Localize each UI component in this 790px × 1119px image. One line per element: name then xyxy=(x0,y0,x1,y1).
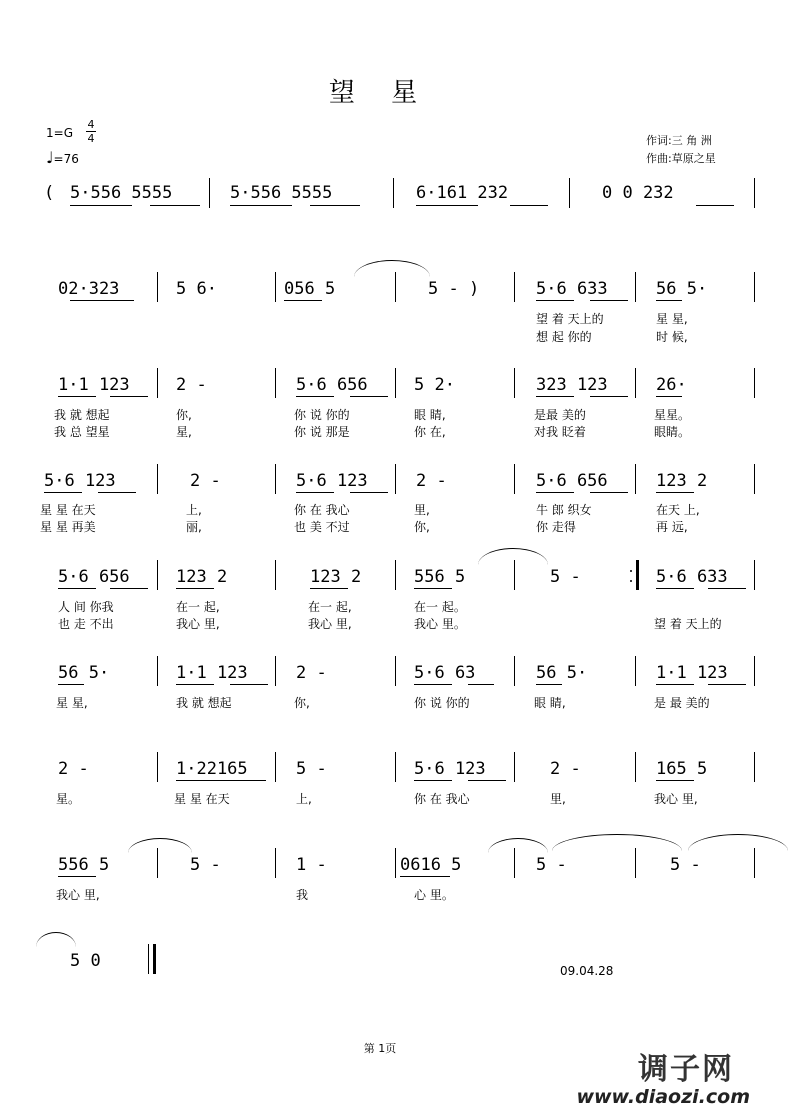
beam xyxy=(536,492,574,493)
beam xyxy=(536,300,574,301)
repeat-barline xyxy=(636,560,639,590)
beam xyxy=(510,205,548,206)
beam xyxy=(414,780,452,781)
measure: 5·6 633 xyxy=(656,567,728,587)
slur xyxy=(488,838,548,853)
lyric: 星 星, xyxy=(56,696,88,710)
measure: 02·323 xyxy=(58,279,120,299)
lyric: 心 里。 xyxy=(414,888,454,902)
lyric: 你, xyxy=(176,408,192,422)
lyric: 再 远, xyxy=(656,520,688,534)
beam xyxy=(230,684,268,685)
repeat-dot xyxy=(630,580,632,582)
beam xyxy=(176,780,266,781)
beam xyxy=(350,396,388,397)
barline xyxy=(275,464,276,494)
slur xyxy=(354,260,430,277)
measure: 5·556 5555 xyxy=(70,183,173,203)
watermark-logo: 调子网 xyxy=(638,1052,734,1087)
beam xyxy=(98,492,136,493)
lyricist: 作词:三 角 洲 xyxy=(646,134,712,147)
slur xyxy=(36,932,76,947)
measure: 1 - xyxy=(296,855,327,875)
measure: 5·6 123 xyxy=(44,471,116,491)
beam xyxy=(536,684,562,685)
barline xyxy=(275,560,276,590)
lyric: 上, xyxy=(296,792,312,806)
beam xyxy=(590,300,628,301)
beam xyxy=(590,492,628,493)
lyric: 我 就 想起 xyxy=(54,408,110,422)
barline xyxy=(635,272,636,302)
measure: 1·1 123 xyxy=(176,663,248,683)
barline xyxy=(514,752,515,782)
lyric: 想 起 你的 xyxy=(536,330,592,344)
lyric: 星。 xyxy=(56,792,81,806)
lyric: 望 着 天上的 xyxy=(536,312,604,326)
measure: 26· xyxy=(656,375,687,395)
beam xyxy=(536,396,574,397)
measure: 5 - xyxy=(190,855,221,875)
composer: 作曲:草原之星 xyxy=(646,152,716,165)
lyric: 是 最 美的 xyxy=(654,696,710,710)
slur xyxy=(552,834,682,851)
beam xyxy=(58,684,84,685)
measure: 5·6 656 xyxy=(536,471,608,491)
beam xyxy=(468,780,506,781)
beam xyxy=(58,396,96,397)
lyric: 在一 起。 xyxy=(414,600,466,614)
measure: 5·556 5555 xyxy=(230,183,333,203)
lyric: 你 说 那是 xyxy=(294,425,350,439)
barline xyxy=(635,368,636,398)
beam xyxy=(110,588,148,589)
lyric: 星 星, xyxy=(656,312,688,326)
song-title: 望 星 xyxy=(328,78,432,108)
measure: 5·6 656 xyxy=(296,375,368,395)
measure: 5 0 xyxy=(70,951,101,971)
beam xyxy=(310,588,348,589)
barline xyxy=(157,656,158,686)
lyric: 你 说 你的 xyxy=(294,408,350,422)
measure: 2 - xyxy=(58,759,89,779)
measure: 556 5 xyxy=(414,567,466,587)
lyric: 你 说 你的 xyxy=(414,696,470,710)
time-signature xyxy=(86,118,96,145)
barline xyxy=(754,464,755,494)
key-signature: 1=G xyxy=(46,126,73,140)
beam xyxy=(656,780,694,781)
beam xyxy=(656,492,694,493)
barline xyxy=(395,560,396,590)
barline xyxy=(514,656,515,686)
lyric: 我 总 望星 xyxy=(54,425,110,439)
barline xyxy=(754,368,755,398)
measure: 5 - xyxy=(670,855,701,875)
beam xyxy=(176,684,214,685)
lyric: 在天 上, xyxy=(656,503,700,517)
lyric: 也 美 不过 xyxy=(294,520,350,534)
barline xyxy=(275,656,276,686)
measure: 56 5· xyxy=(536,663,588,683)
lyric: 对我 眨着 xyxy=(534,425,586,439)
slur xyxy=(688,834,788,851)
page-number: 第 1页 xyxy=(363,1042,397,1055)
beam xyxy=(656,684,694,685)
lyric: 星 星 在天 xyxy=(174,792,230,806)
measure: 5·6 63 xyxy=(414,663,476,683)
beam xyxy=(656,300,682,301)
lyric: 在一 起, xyxy=(176,600,220,614)
lyric: 望 着 天上的 xyxy=(654,617,722,631)
beam xyxy=(70,300,134,301)
quarter-note-icon: ♩ xyxy=(46,148,54,167)
barline xyxy=(754,656,755,686)
lyric: 我心 里。 xyxy=(414,617,466,631)
slur xyxy=(478,548,548,565)
beam xyxy=(110,396,148,397)
measure: 5·6 123 xyxy=(296,471,368,491)
barline xyxy=(754,848,755,878)
measure: 2 - xyxy=(550,759,581,779)
barline xyxy=(395,464,396,494)
barline xyxy=(395,368,396,398)
lyric: 眼 睛, xyxy=(414,408,446,422)
measure: 5 - xyxy=(550,567,581,587)
beam xyxy=(150,205,200,206)
beam xyxy=(176,588,214,589)
lyric: 牛 郎 织女 xyxy=(536,503,592,517)
measure: 5 6· xyxy=(176,279,217,299)
beam xyxy=(310,205,360,206)
beam xyxy=(58,588,96,589)
measure: 1·22165 xyxy=(176,759,248,779)
lyric: 丽, xyxy=(186,520,202,534)
tempo-value: =76 xyxy=(53,152,79,166)
lyric: 你 走得 xyxy=(536,520,576,534)
lyric: 我心 里, xyxy=(308,617,352,631)
beam xyxy=(284,300,322,301)
lyric: 人 间 你我 xyxy=(58,600,114,614)
final-barline xyxy=(148,944,149,974)
measure: 5·6 656 xyxy=(58,567,130,587)
beam xyxy=(44,492,82,493)
lyric: 我 xyxy=(296,888,309,902)
beam xyxy=(590,396,628,397)
measure: 165 5 xyxy=(656,759,708,779)
barline xyxy=(635,848,636,878)
measure: 323 123 xyxy=(536,375,608,395)
barline xyxy=(754,752,755,782)
barline xyxy=(275,752,276,782)
slur xyxy=(128,838,192,853)
lyric: 时 候, xyxy=(656,330,688,344)
lyric: 你 在, xyxy=(414,425,446,439)
barline xyxy=(635,656,636,686)
barline xyxy=(635,752,636,782)
beam xyxy=(656,588,694,589)
measure: 5·6 123 xyxy=(414,759,486,779)
measure: 6·161 232 xyxy=(416,183,509,203)
lyric: 你 在 我心 xyxy=(294,503,350,517)
beam xyxy=(58,876,96,877)
lyric: 我 就 想起 xyxy=(176,696,232,710)
measure: 5 - xyxy=(536,855,567,875)
lyric: 里, xyxy=(550,792,566,806)
measure: 1·1 123 xyxy=(58,375,130,395)
barline xyxy=(275,848,276,878)
measure: 56 5· xyxy=(58,663,110,683)
measure: 2 - xyxy=(296,663,327,683)
lyric: 眼 睛, xyxy=(534,696,566,710)
beam xyxy=(296,396,334,397)
barline xyxy=(275,368,276,398)
measure: 0 0 232 xyxy=(602,183,674,203)
lyric: 在一 起, xyxy=(308,600,352,614)
barline xyxy=(514,464,515,494)
repeat-dot xyxy=(630,570,632,572)
barline xyxy=(754,178,755,208)
barline xyxy=(157,368,158,398)
watermark-url: www.diaozi.com xyxy=(576,1086,750,1108)
lyric: 我心 里, xyxy=(56,888,100,902)
beam xyxy=(414,588,452,589)
barline xyxy=(635,464,636,494)
beam xyxy=(708,684,746,685)
beam xyxy=(296,492,334,493)
date: 09.04.28 xyxy=(560,964,614,978)
barline xyxy=(395,656,396,686)
lyric: 里, xyxy=(414,503,430,517)
barline xyxy=(157,560,158,590)
barline xyxy=(157,272,158,302)
beam xyxy=(656,396,682,397)
measure: 2 - xyxy=(190,471,221,491)
lyric: 也 走 不出 xyxy=(58,617,114,631)
measure: 2 - xyxy=(416,471,447,491)
beam xyxy=(708,588,746,589)
time-sig-top: 4 xyxy=(87,118,95,131)
barline xyxy=(209,178,210,208)
lyric: 你 在 我心 xyxy=(414,792,470,806)
lyric: 星星。 xyxy=(654,408,691,422)
measure: 5 - xyxy=(296,759,327,779)
measure: 056 5 xyxy=(284,279,336,299)
measure: 123 2 xyxy=(656,471,708,491)
barline xyxy=(395,752,396,782)
lyric: 星 星 再美 xyxy=(40,520,96,534)
barline xyxy=(754,272,755,302)
measure: 556 5 xyxy=(58,855,110,875)
measure: 123 2 xyxy=(310,567,362,587)
tempo-marking xyxy=(46,148,79,167)
barline xyxy=(754,560,755,590)
final-barline-thick xyxy=(153,944,156,974)
beam xyxy=(400,876,450,877)
lyric: 我心 里, xyxy=(176,617,220,631)
barline xyxy=(157,752,158,782)
beam xyxy=(230,205,292,206)
measure: 5·6 633 xyxy=(536,279,608,299)
barline xyxy=(157,464,158,494)
measure: 5 - ) xyxy=(428,279,480,299)
barline xyxy=(569,178,570,208)
measure: 56 5· xyxy=(656,279,708,299)
barline xyxy=(514,368,515,398)
lyric: 我心 里, xyxy=(654,792,698,806)
measure: 1·1 123 xyxy=(656,663,728,683)
barline xyxy=(393,178,394,208)
measure: 5 2· xyxy=(414,375,455,395)
lyric: 你, xyxy=(294,696,310,710)
measure: ( xyxy=(44,183,55,203)
barline xyxy=(275,272,276,302)
barline xyxy=(514,272,515,302)
measure: 123 2 xyxy=(176,567,228,587)
beam xyxy=(414,684,452,685)
beam xyxy=(70,205,132,206)
lyric: 眼睛。 xyxy=(654,425,691,439)
measure: 0616 5 xyxy=(400,855,462,875)
beam xyxy=(696,205,734,206)
beam xyxy=(350,492,388,493)
beam xyxy=(416,205,478,206)
lyric: 上, xyxy=(186,503,202,517)
barline xyxy=(395,848,396,878)
beam xyxy=(468,684,494,685)
lyric: 星, xyxy=(176,425,192,439)
lyric: 星 星 在天 xyxy=(40,503,96,517)
lyric: 是最 美的 xyxy=(534,408,586,422)
time-sig-bottom: 4 xyxy=(87,132,95,145)
measure: 2 - xyxy=(176,375,207,395)
lyric: 你, xyxy=(414,520,430,534)
